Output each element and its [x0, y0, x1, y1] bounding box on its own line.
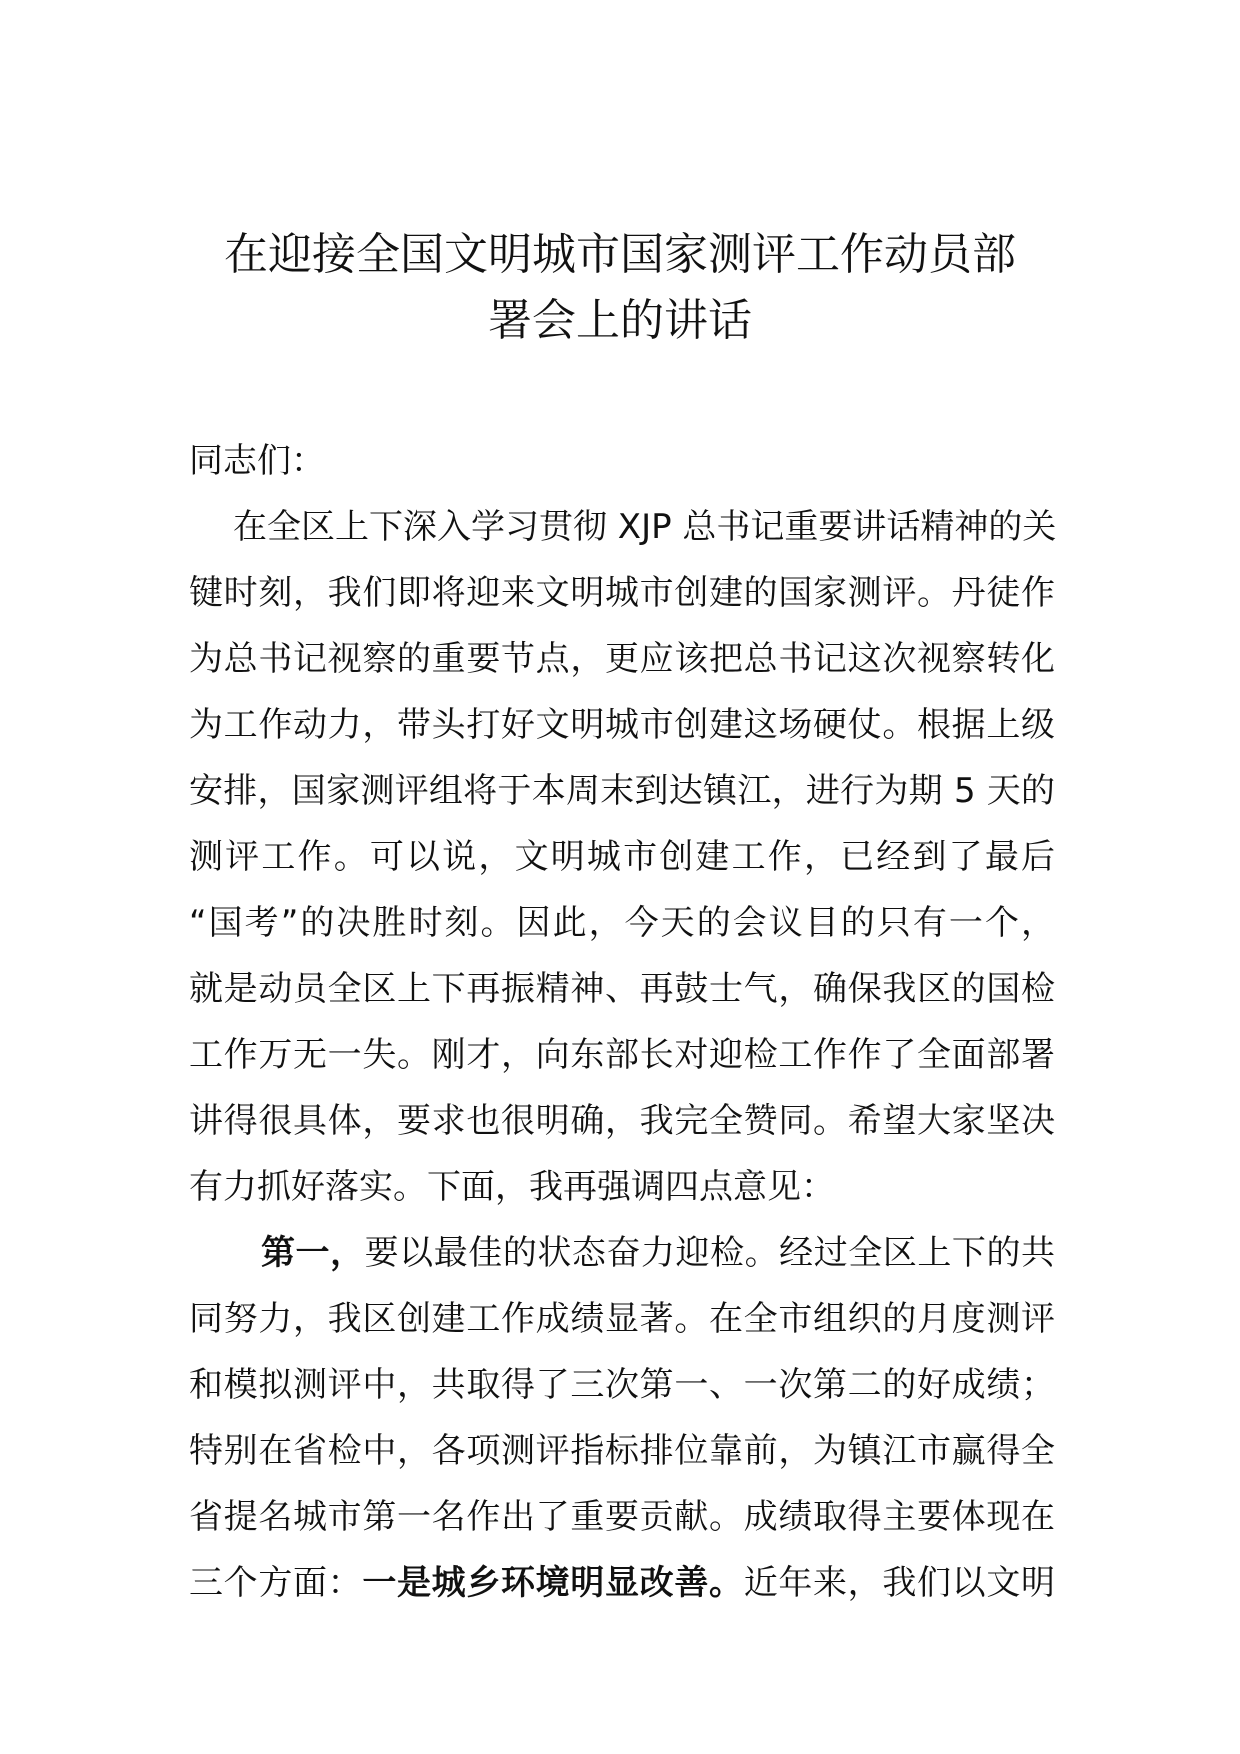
point-heading: 第一， [261, 1233, 365, 1273]
salutation: 同志们： [189, 441, 325, 481]
paragraph-text: 三个方面： [189, 1563, 363, 1603]
paragraph-line: 工作万无一失。刚才，向东部长对迎检工作作了全面部署 [189, 1035, 1055, 1075]
paragraph-line: 测评工作。可以说，文明城市创建工作，已经到了最后 [189, 837, 1055, 877]
paragraph-line: 特别在省检中，各项测评指标排位靠前，为镇江市赢得全 [189, 1431, 1055, 1471]
paragraph-line: 同努力，我区创建工作成绩显著。在全市组织的月度测评 [189, 1299, 1055, 1339]
paragraph-text: 要以最佳的状态奋力迎检。经过全区上下的共 [364, 1233, 1056, 1273]
paragraph-line [189, 1550, 1055, 1616]
paragraph-line [189, 1220, 1055, 1286]
document-body [189, 428, 1055, 1616]
paragraph-line: 安排，国家测评组将于本周末到达镇江，进行为期 5 天的 [189, 771, 1055, 811]
paragraph-text: 近年来，我们以文明 [743, 1563, 1056, 1603]
paragraph-line: 为总书记视察的重要节点，更应该把总书记这次视察转化 [189, 639, 1055, 679]
paragraph-line: 为工作动力，带头打好文明城市创建这场硬仗。根据上级 [189, 705, 1055, 745]
title-line-2: 署会上的讲话 [488, 295, 752, 346]
title-line-1: 在迎接全国文明城市国家测评工作动员部 [224, 229, 1016, 280]
paragraph-line: 讲得很具体，要求也很明确，我完全赞同。希望大家坚决 [189, 1101, 1055, 1141]
paragraph-line: 就是动员全区上下再振精神、再鼓士气，确保我区的国检 [189, 969, 1055, 1009]
paragraph-line: 有力抓好落实。下面，我再强调四点意见： [189, 1167, 835, 1207]
paragraph-line: 键时刻，我们即将迎来文明城市创建的国家测评。丹徒作 [189, 573, 1055, 613]
paragraph-line: “国考”的决胜时刻。因此，今天的会议目的只有一个， [189, 903, 1055, 943]
document-title [150, 222, 1090, 354]
paragraph-line: 省提名城市第一名作出了重要贡献。成绩取得主要体现在 [189, 1497, 1055, 1537]
emphasis-text: 一是城乡环境明显改善。 [362, 1563, 744, 1603]
paragraph-line: 在全区上下深入学习贯彻 XJP 总书记重要讲话精神的关 [233, 507, 1057, 547]
paragraph-line: 和模拟测评中，共取得了三次第一、一次第二的好成绩； [189, 1365, 1055, 1405]
